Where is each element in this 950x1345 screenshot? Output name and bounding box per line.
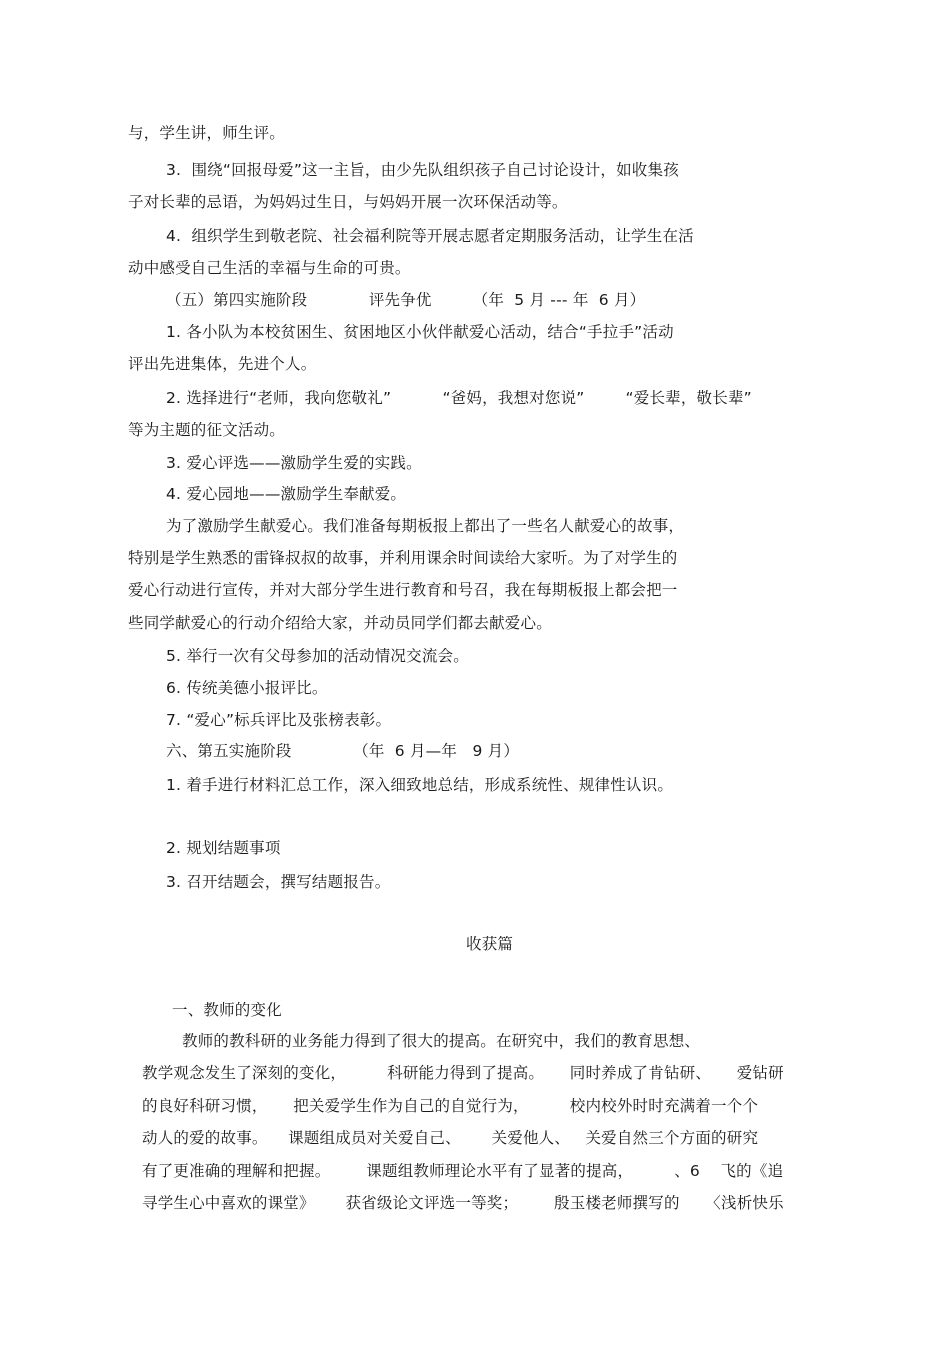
text-line: 教学观念发生了深刻的变化， 科研能力得到了提高。 同时养成了肯钻研、 爱钻研 [142, 1064, 784, 1082]
text-line: 3. 围绕“回报母爱”这一主旨，由少先队组织孩子自己讨论设计，如收集孩 [166, 161, 679, 179]
text-line: 动中感受自己生活的幸福与生命的可贵。 [128, 259, 411, 277]
text-line: 5. 举行一次有父母参加的活动情况交流会。 [166, 647, 469, 665]
text-line: 6. 传统美德小报评比。 [166, 679, 328, 697]
text-line: 1. 各小队为本校贫困生、贫困地区小伙伴献爱心活动，结合“手拉手”活动 [166, 323, 674, 341]
text-line: 等为主题的征文活动。 [128, 421, 286, 439]
text-line: 2. 选择进行“老师，我向您敬礼” “爸妈，我想对您说” “爱长辈，敬长辈” [166, 389, 752, 407]
section-heading: 一、教师的变化 [172, 1001, 282, 1019]
text-line: 爱心行动进行宣传，并对大部分学生进行教育和号召，我在每期板报上都会把一 [128, 581, 678, 599]
text-line: 与，学生讲，师生评。 [128, 124, 286, 142]
text-line: 动人的爱的故事。 课题组成员对关爱自己、 关爱他人、 关爱自然三个方面的研究 [142, 1129, 759, 1147]
text-line: 特别是学生熟悉的雷锋叔叔的故事，并利用课余时间读给大家听。为了对学生的 [128, 549, 678, 567]
text-line: 3. 爱心评选——激励学生爱的实践。 [166, 454, 422, 472]
text-line: 3. 召开结题会，撰写结题报告。 [166, 873, 391, 891]
text-line: 2. 规划结题事项 [166, 839, 281, 857]
text-line: 为了激励学生献爱心。我们准备每期板报上都出了一些名人献爱心的故事， [166, 517, 685, 535]
text-line: 子对长辈的忌语，为妈妈过生日，与妈妈开展一次环保活动等。 [128, 193, 568, 211]
text-line: 些同学献爱心的行动介绍给大家，并动员同学们都去献爱心。 [128, 614, 552, 632]
text-line: 1. 着手进行材料汇总工作，深入细致地总结，形成系统性、规律性认识。 [166, 776, 674, 794]
text-line: 4. 爱心园地——激励学生奉献爱。 [166, 485, 407, 503]
text-line: 评出先进集体，先进个人。 [128, 355, 317, 373]
text-line: 的良好科研习惯， 把关爱学生作为自己的自觉行为， 校内校外时时充满着一个个 [142, 1097, 759, 1115]
text-line: 寻学生心中喜欢的课堂》 获省级论文评选一等奖； 殷玉楼老师撰写的 〈浅析快乐 [142, 1194, 784, 1212]
text-line: 4. 组织学生到敬老院、社会福利院等开展志愿者定期服务活动，让学生在活 [166, 227, 694, 245]
text-line: 7. “爱心”标兵评比及张榜表彰。 [166, 711, 392, 729]
chapter-title: 收获篇 [466, 935, 514, 953]
text-line: 有了更准确的理解和把握。 课题组教师理论水平有了显著的提高， 、6 飞的《追 [142, 1162, 784, 1180]
section-heading: （五）第四实施阶段 评先争优 （年 5 月 --- 年 6 月） [166, 291, 646, 309]
section-heading: 六、第五实施阶段 （年 6 月—年 9 月） [166, 742, 520, 760]
text-line: 教师的教科研的业务能力得到了很大的提高。在研究中，我们的教育思想、 [182, 1032, 701, 1050]
